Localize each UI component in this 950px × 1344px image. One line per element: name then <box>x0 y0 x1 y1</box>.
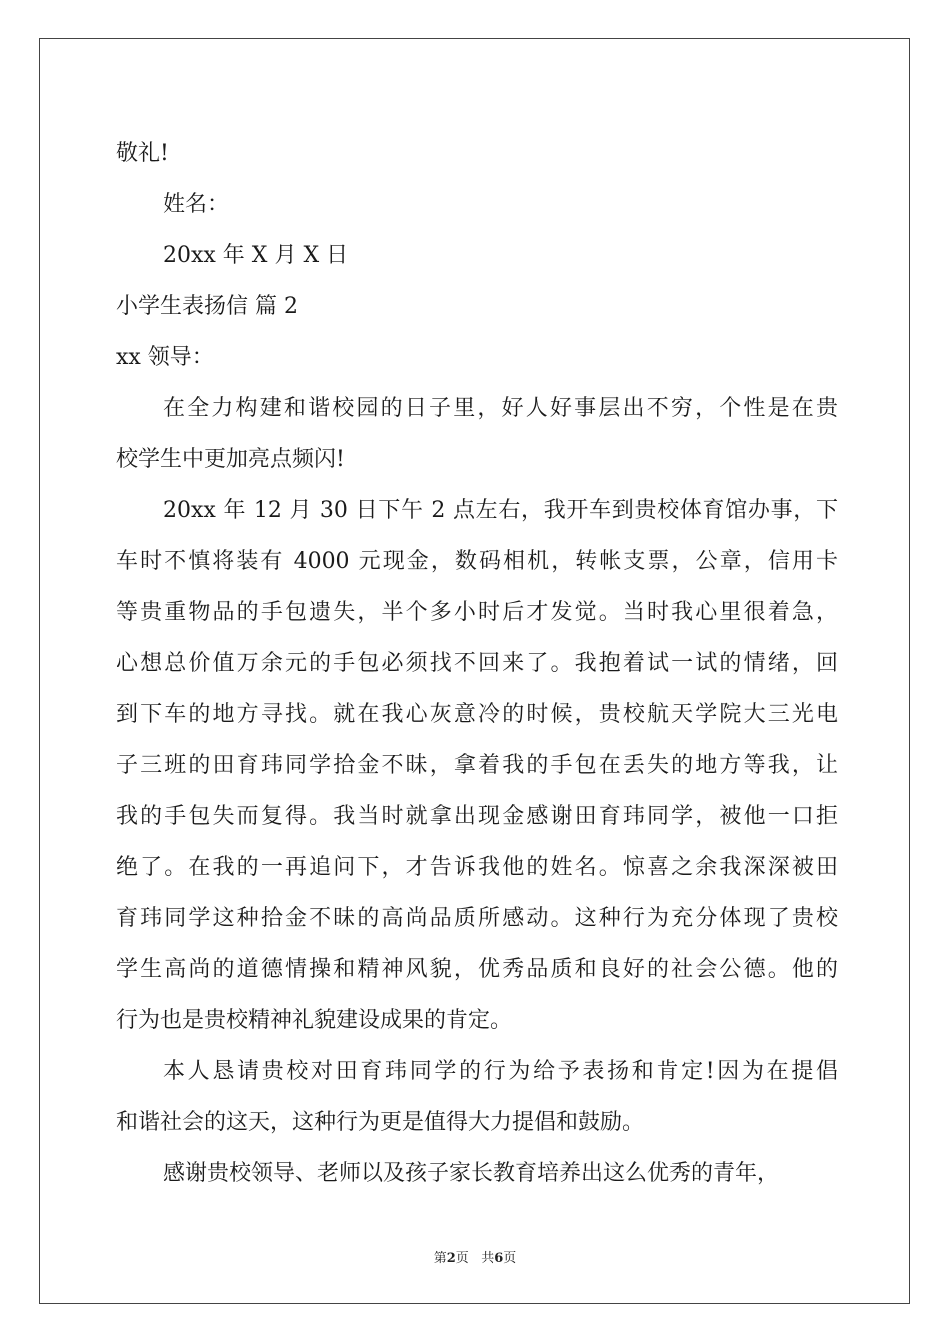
page-footer <box>0 1247 950 1266</box>
date-line: 20xx 年 X 月 X 日 <box>163 243 349 268</box>
footer-total-suffix: 页 <box>503 1251 517 1266</box>
footer-prefix: 第 <box>433 1251 447 1266</box>
paragraph-line: 车时不慎将装有 4000 元现金，数码相机，转帐支票，公章，信用卡 <box>116 549 838 574</box>
paragraph-line: 校学生中更加亮点频闪! <box>116 447 345 472</box>
paragraph-line: 本人恳请贵校对田育玮同学的行为给予表扬和肯定!因为在提倡 <box>163 1059 838 1084</box>
paragraph-line: 子三班的田育玮同学拾金不昧，拿着我的手包在丢失的地方等我，让 <box>116 753 838 778</box>
paragraph-line: 感谢贵校领导、老师以及孩子家长教育培养出这么优秀的青年， <box>163 1161 780 1186</box>
paragraph-line: 到下车的地方寻找。就在我心灰意冷的时候，贵校航天学院大三光电 <box>116 702 838 727</box>
paragraph-line: 我的手包失而复得。我当时就拿出现金感谢田育玮同学，被他一口拒 <box>116 804 838 829</box>
document-body <box>116 128 838 1199</box>
name-label: 姓名： <box>163 192 230 217</box>
footer-total-prefix: 共 <box>481 1251 495 1266</box>
paragraph-line: 行为也是贵校精神礼貌建设成果的肯定。 <box>116 1008 513 1033</box>
section-title: 小学生表扬信 篇 2 <box>116 294 298 319</box>
paragraph-line: 绝了。在我的一再追问下，才告诉我他的姓名。惊喜之余我深深被田 <box>116 855 838 880</box>
paragraph-line: 等贵重物品的手包遗失，半个多小时后才发觉。当时我心里很着急， <box>116 600 838 625</box>
footer-page-number: 2 <box>446 1251 456 1266</box>
paragraph-line: 育玮同学这种拾金不昧的高尚品质所感动。这种行为充分体现了贵校 <box>116 906 838 931</box>
paragraph-line: 心想总价值万余元的手包必须找不回来了。我抱着试一试的情绪，回 <box>116 651 838 676</box>
paragraph-line: 和谐社会的这天，这种行为更是值得大力提倡和鼓励。 <box>116 1110 645 1135</box>
footer-page-suffix: 页 <box>455 1251 469 1266</box>
closing-line: 敬礼! <box>116 141 169 166</box>
paragraph-line: 在全力构建和谐校园的日子里，好人好事层出不穷，个性是在贵 <box>163 396 838 421</box>
salutation: xx 领导： <box>116 345 214 370</box>
footer-total-pages: 6 <box>494 1251 504 1266</box>
paragraph-line: 20xx 年 12 月 30 日下午 2 点左右，我开车到贵校体育馆办事，下 <box>163 498 838 523</box>
paragraph-line: 学生高尚的道德情操和精神风貌，优秀品质和良好的社会公德。他的 <box>116 957 838 982</box>
